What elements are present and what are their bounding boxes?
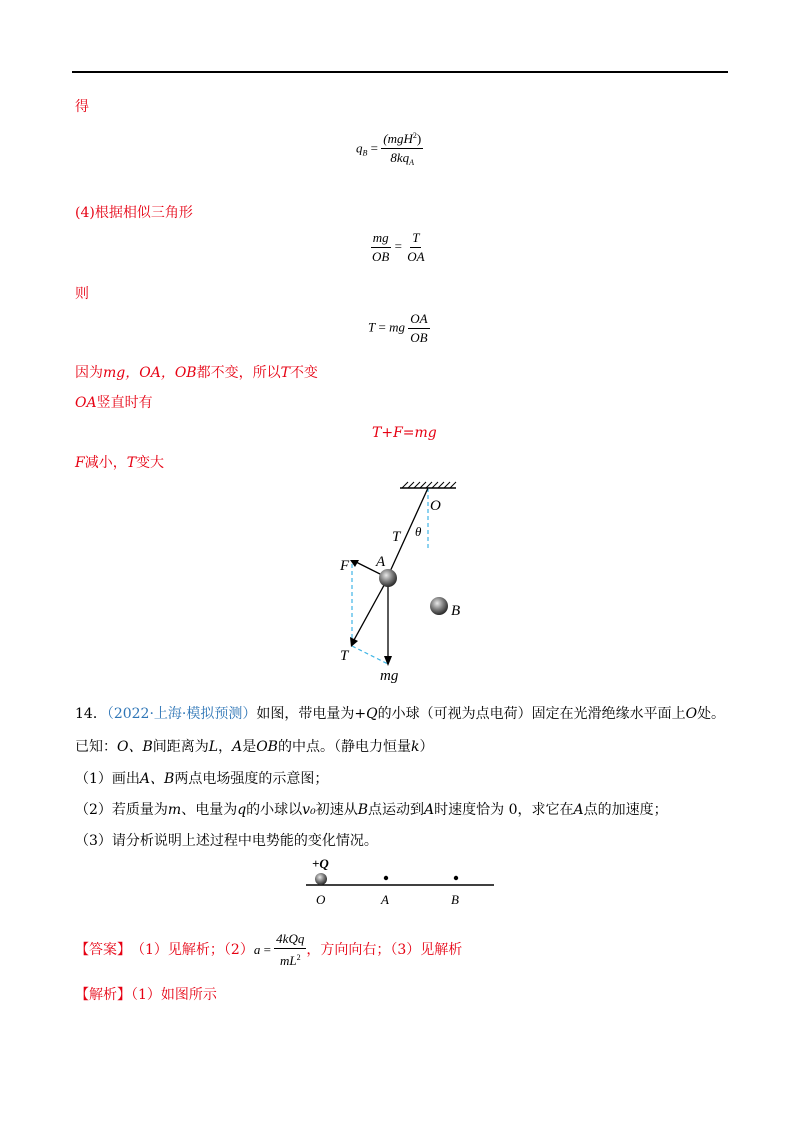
charge-Q-ball xyxy=(315,873,327,885)
text-part4: (4)根据相似三角形 xyxy=(75,205,193,221)
text-because: 因为mg，OA，OB都不变，所以T不变 xyxy=(75,365,318,381)
label-A: A xyxy=(376,554,386,570)
label-plus-Q: +Q xyxy=(312,856,329,871)
formula-qb: $q_B$ = $\frac{(mgH^2)}{8kq_A}$ xyxy=(356,128,423,171)
force-mg-arrowhead xyxy=(384,656,392,666)
question-source: （2022·上海·模拟预测） xyxy=(106,706,257,722)
label-F: F xyxy=(340,558,350,574)
header-rule xyxy=(72,71,728,73)
answer-tag: 【答案】 xyxy=(75,942,131,958)
formula-ratio: $\frac{mg}{OB}$ = $\frac{T}{OA}$ xyxy=(372,230,425,264)
question-14-line2: 已知：O、B间距离为L，A是OB的中点。（静电力恒量k） xyxy=(75,739,434,755)
text-ze: 则 xyxy=(75,286,89,302)
point-A xyxy=(384,876,388,880)
ball-B xyxy=(430,597,448,615)
charge-line-diagram xyxy=(300,854,500,910)
label-T-lower: T xyxy=(340,648,349,664)
label-theta: θ xyxy=(415,524,422,539)
question-14-item3: （3）请分析说明上述过程中电势能的变化情况。 xyxy=(75,833,378,849)
force-T-arrow xyxy=(354,578,388,640)
analysis-tag: 【解析】 xyxy=(75,987,131,1003)
label-O2: O xyxy=(316,892,326,907)
text-oa-vertical: OA竖直时有 xyxy=(75,395,153,411)
parallelogram-dash-bottom xyxy=(352,646,388,664)
text-de: 得 xyxy=(75,99,89,115)
answer-line: 【答案】 （1）见解析；（2） a = $\frac{\text{4kQq}}{mL^2}$ ，方向向右；（3）见解析 xyxy=(75,931,463,968)
ceiling-hatch xyxy=(400,482,456,488)
label-T-upper: T xyxy=(392,529,401,545)
point-B xyxy=(454,876,458,880)
question-14-line1: 14．（2022·上海·模拟预测）如图，带电量为+Q的小球（可视为点电荷）固定在光滑绝缘水平面上O处。 xyxy=(75,706,726,722)
ball-A xyxy=(379,569,397,587)
question-14-item2: （2）若质量为m、电量为q的小球以v₀初速从B点运动到A时速度恰为 0，求它在A点的加速度； xyxy=(75,802,668,818)
pendulum-force-diagram xyxy=(330,478,490,683)
label-B2: B xyxy=(451,892,459,907)
formula-tf: T+F=mg xyxy=(372,425,437,441)
question-14-item1: （1）画出A、B两点电场强度的示意图； xyxy=(75,771,329,787)
label-B: B xyxy=(451,603,461,619)
label-A2: A xyxy=(381,892,389,907)
analysis-line: 【解析】（1）如图所示 xyxy=(75,987,217,1003)
force-T-arrowhead xyxy=(350,637,358,647)
text-f-decrease: F减小，T变大 xyxy=(75,455,165,471)
formula-T: T = mg $\frac{OA}{OB}$ xyxy=(368,311,428,345)
label-mg: mg xyxy=(380,668,399,683)
label-O: O xyxy=(430,498,441,514)
